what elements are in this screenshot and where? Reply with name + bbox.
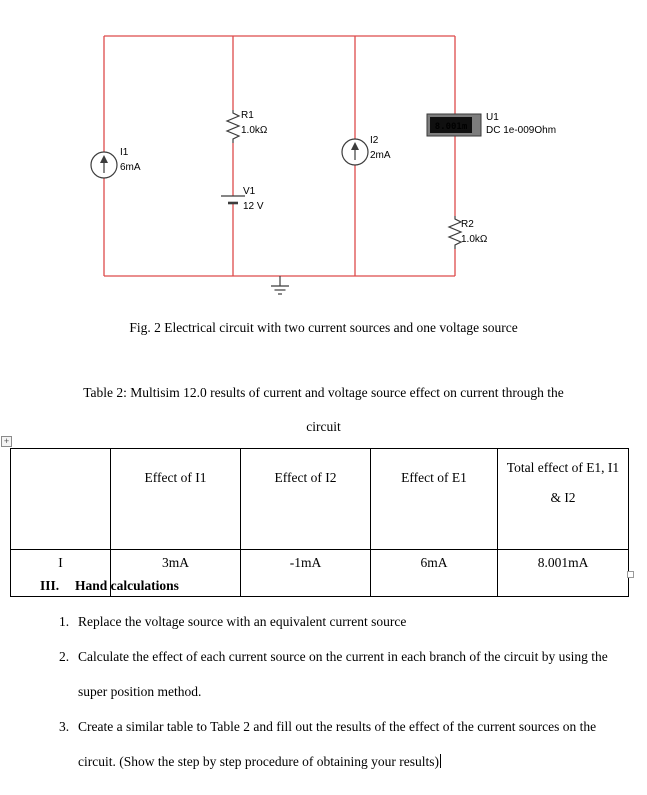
i2-ref-label: I2 — [370, 135, 379, 146]
header-cell-effect-i2[interactable]: Effect of I2 — [241, 449, 371, 550]
v1-value-label: 12 V — [243, 201, 264, 212]
value-cell-e1[interactable]: 6mA — [371, 550, 498, 597]
current-source-i1-symbol — [91, 152, 117, 178]
text-cursor — [440, 754, 441, 768]
table-move-handle-icon[interactable] — [1, 436, 12, 447]
list-item-1-text: Replace the voltage source with an equivalent current source — [78, 614, 407, 629]
table-resize-handle[interactable] — [627, 571, 634, 578]
u1-mode-label: DC 1e-009Ohm — [486, 125, 557, 136]
value-cell-i2[interactable]: -1mA — [241, 550, 371, 597]
i1-ref-label: I1 — [120, 147, 129, 158]
header-cell-blank[interactable] — [11, 449, 111, 550]
section-title: Hand calculations — [75, 578, 179, 593]
v1-ref-label: V1 — [243, 186, 256, 197]
table-caption-line1: Table 2: Multisim 12.0 results of current and voltage source effect on current through the — [83, 385, 564, 400]
r2-ref-label: R2 — [461, 219, 474, 230]
resistor-r1-symbol — [227, 110, 239, 143]
value-cell-total[interactable]: 8.001mA — [498, 550, 629, 597]
header-cell-effect-i1[interactable]: Effect of I1 — [111, 449, 241, 550]
section-heading — [40, 578, 179, 594]
ground-symbol — [271, 276, 289, 294]
list-item-3 — [59, 709, 620, 779]
i1-arrow-head — [100, 155, 108, 163]
hand-calculations-list — [59, 604, 620, 779]
resistor-r2-symbol — [449, 216, 461, 249]
meter-reading: 8.001m — [434, 122, 468, 132]
u1-ref-label: U1 — [486, 112, 499, 123]
r2-value-label: 1.0kΩ — [461, 234, 488, 245]
section-numeral: III. — [40, 578, 60, 593]
current-source-i2-symbol — [342, 139, 368, 165]
table-header-row — [11, 449, 629, 550]
list-item-1-number: 1. — [59, 614, 70, 629]
list-item-3-number: 3. — [59, 719, 70, 734]
i2-arrow-head — [351, 142, 359, 150]
voltage-source-v1-symbol — [221, 196, 245, 203]
list-item-3-text: Create a similar table to Table 2 and fill out the results of the effect of the current sources on the circuit. (Show the step by step procedure of obtaining your results) — [78, 719, 597, 769]
r1-value-label: 1.0kΩ — [241, 125, 268, 136]
header-cell-total-effect[interactable]: Total effect of E1, I1 & I2 — [498, 449, 629, 550]
list-item-2 — [59, 639, 620, 709]
table-caption-line2: circuit — [306, 419, 341, 434]
circuit-labels — [120, 110, 556, 245]
value-cell-i1[interactable]: 3mA — [111, 550, 241, 597]
circuit-components — [91, 110, 461, 294]
circuit-wires — [104, 36, 455, 276]
figure-caption: Fig. 2 Electrical circuit with two current sources and one voltage source — [129, 320, 518, 335]
i1-value-label: 6mA — [120, 162, 141, 173]
multimeter-u1 — [427, 114, 481, 136]
row-label-cell[interactable]: I — [11, 550, 111, 597]
results-table — [10, 448, 629, 597]
i2-value-label: 2mA — [370, 150, 391, 161]
circuit-diagram — [0, 0, 647, 312]
list-item-2-text: Calculate the effect of each current source on the current in each branch of the circuit by using the super position method. — [78, 649, 608, 699]
list-item-2-number: 2. — [59, 649, 70, 664]
header-cell-effect-e1[interactable]: Effect of E1 — [371, 449, 498, 550]
r1-ref-label: R1 — [241, 110, 254, 121]
list-item-1 — [59, 604, 620, 639]
